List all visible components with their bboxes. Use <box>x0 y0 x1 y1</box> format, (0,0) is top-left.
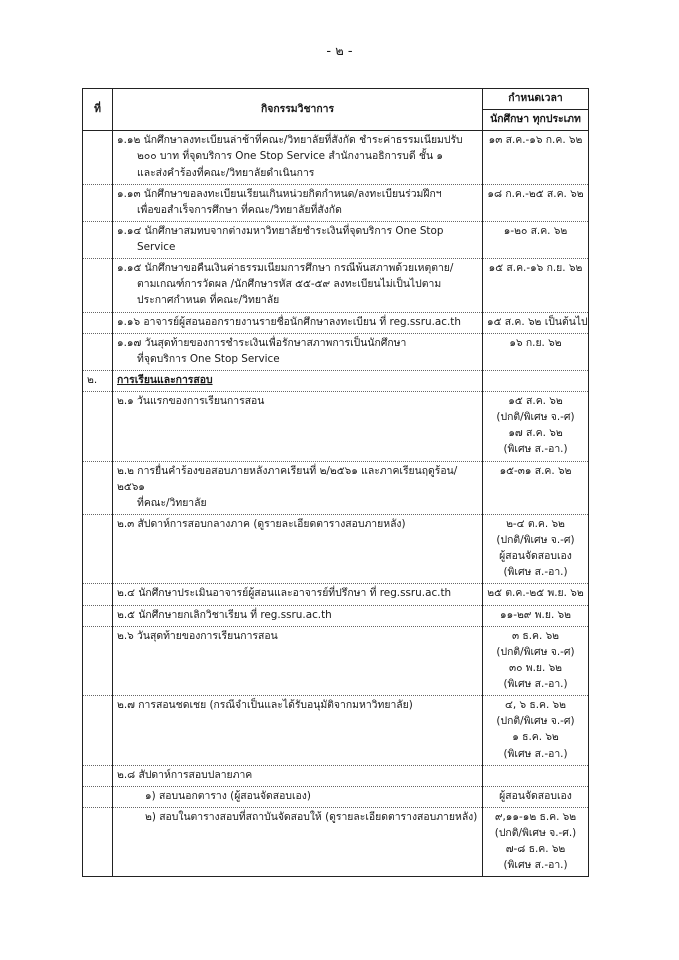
schedule-text: (ปกติ/พิเศษ จ.-ศ) <box>496 645 575 658</box>
schedule-text: (พิเศษ ส.-อา.) <box>503 443 568 456</box>
table-row <box>83 765 589 786</box>
schedule-text: ๑-๒๐ ส.ค. ๖๒ <box>503 224 568 237</box>
schedule-cell <box>483 807 589 877</box>
schedule-text: ๑๕ ส.ค. ๖๒ <box>508 395 563 407</box>
activity-text: ๒.๗ การสอนชดเชย (กรณีจำเป็นและได้รับอนุมัติจากมหาวิทยาลัย) <box>117 699 413 712</box>
activity-cell <box>113 807 483 877</box>
activity-cell <box>113 514 483 584</box>
schedule-text: ๙,๑๑-๑๒ ธ.ค. ๖๒ <box>494 810 577 823</box>
activity-text: ๒.๑ วันแรกของการเรียนการสอน <box>117 395 265 407</box>
activity-cell <box>113 370 483 391</box>
activity-text: ๒.๘ สัปดาห์การสอบปลายภาค <box>117 768 253 781</box>
activity-cell <box>113 312 483 333</box>
activity-cell <box>113 786 483 807</box>
schedule-cell <box>483 786 589 807</box>
schedule-text: ๑ ธ.ค. ๖๒ <box>512 731 559 744</box>
activity-cell <box>113 221 483 258</box>
schedule-cell <box>483 221 589 258</box>
table-row <box>83 184 589 221</box>
schedule-text: ๑๓ ส.ค.-๑๖ ก.ค. ๖๒ <box>488 134 583 147</box>
activity-text: ๒.๔ นักศึกษาประเมินอาจารย์ผู้สอนและอาจารย์ที่ปรึกษา ที่ reg.ssru.ac.th <box>117 587 452 600</box>
schedule-text: (พิเศษ ส.-อา.) <box>503 859 568 872</box>
row-number <box>83 786 113 807</box>
section-title: การเรียนและการสอบ <box>117 373 213 386</box>
row-number <box>83 259 113 312</box>
schedule-text: (พิเศษ ส.-อา.) <box>503 678 568 690</box>
activity-text: เพื่อขอสำเร็จการศึกษา ที่คณะ/วิทยาลัยที่สังกัด <box>137 203 342 216</box>
schedule-text: ๑๖ ก.ย. ๖๒ <box>509 336 562 349</box>
academic-calendar-table <box>82 88 589 877</box>
activity-text: ประกาศกำหนด ที่คณะ/วิทยาลัย <box>137 294 280 307</box>
schedule-cell <box>483 514 589 584</box>
row-number <box>83 312 113 333</box>
table-row <box>83 605 589 626</box>
schedule-cell <box>483 765 589 786</box>
schedule-text: ๓๐ พ.ย. ๖๒ <box>508 661 563 674</box>
activity-cell <box>113 696 483 766</box>
table-row <box>83 312 589 333</box>
table-row <box>83 786 589 807</box>
row-number: ๒. <box>83 370 113 391</box>
schedule-cell <box>483 131 589 184</box>
activity-text: ที่คณะ/วิทยาลัย <box>137 496 207 509</box>
row-number <box>83 461 113 514</box>
schedule-text: (ปกติ/พิเศษ จ.-ศ) <box>496 715 575 728</box>
header-students: นักศึกษา ทุกประเภท <box>483 110 589 131</box>
row-number <box>83 131 113 184</box>
table-row <box>83 461 589 514</box>
row-number <box>83 765 113 786</box>
schedule-text: ๑๗ ส.ค. ๖๒ <box>508 427 563 440</box>
schedule-text: ๔, ๖ ธ.ค. ๖๒ <box>504 699 566 712</box>
schedule-cell <box>483 333 589 370</box>
activity-text: ๑.๑๕ นักศึกษาขอคืนเงินค่าธรรมเนียมการศึกษา กรณีพ้นสภาพด้วยเหตุตาย/ <box>117 262 454 275</box>
row-number <box>83 696 113 766</box>
table-body <box>83 131 589 877</box>
activity-text: Service <box>137 241 176 253</box>
activity-text: ๒) สอบในตารางสอบที่สถาบันจัดสอบให้ (ดูรายละเอียดตารางสอบภายหลัง) <box>145 810 478 823</box>
row-number <box>83 392 113 462</box>
row-number <box>83 221 113 258</box>
activity-text: ๑.๑๖ อาจารย์ผู้สอนออกรายงานรายชื่อนักศึกษาลงทะเบียน ที่ reg.ssru.ac.th <box>117 315 461 328</box>
table-row <box>83 221 589 258</box>
page-number: - ๒ - <box>326 44 353 59</box>
activity-text: ๒๐๐ บาท ที่จุดบริการ One Stop Service สำนักงานอธิการบดี ชั้น ๑ <box>137 150 443 163</box>
row-number <box>83 514 113 584</box>
table-row <box>83 259 589 312</box>
row-number <box>83 605 113 626</box>
schedule-text: ๑๕ ส.ค.-๑๖ ก.ย. ๖๒ <box>488 262 583 275</box>
schedule-text: (ปกติ/พิเศษ จ.-ศ.) <box>494 827 577 839</box>
activity-text: ๑) สอบนอกตาราง (ผู้สอนจัดสอบเอง) <box>145 789 311 802</box>
table-row <box>83 626 589 696</box>
schedule-text: ๑๕ ส.ค. ๖๒ เป็นต้นไป <box>487 315 588 328</box>
schedule-text: ผู้สอนจัดสอบเอง <box>499 550 572 563</box>
header-activity: กิจกรรมวิชาการ <box>113 89 483 131</box>
table-row <box>83 514 589 584</box>
activity-cell <box>113 392 483 462</box>
schedule-cell <box>483 312 589 333</box>
schedule-cell <box>483 605 589 626</box>
activity-cell <box>113 765 483 786</box>
activity-cell <box>113 584 483 605</box>
schedule-cell <box>483 392 589 462</box>
activity-cell <box>113 259 483 312</box>
schedule-text: ๑๘ ก.ค.-๒๕ ส.ค. ๖๒ <box>487 187 584 200</box>
schedule-text: (พิเศษ ส.-อา.) <box>503 566 568 579</box>
activity-text: ๒.๖ วันสุดท้ายของการเรียนการสอน <box>117 629 278 642</box>
schedule-cell <box>483 370 589 391</box>
activity-text: ๑.๑๒ นักศึกษาลงทะเบียนล่าช้าที่คณะ/วิทยาลัยที่สังกัด ชำระค่าธรรมเนียมปรับ <box>117 134 463 147</box>
schedule-cell <box>483 461 589 514</box>
row-number <box>83 584 113 605</box>
schedule-cell <box>483 584 589 605</box>
activity-cell <box>113 131 483 184</box>
table-row <box>83 333 589 370</box>
schedule-text: ๒๕ ต.ค.-๒๕ พ.ย. ๖๒ <box>487 587 584 600</box>
activity-text: ตามเกณฑ์การวัดผล /นักศึกษารหัส ๕๕-๕๙ ลงทะเบียนไม่เป็นไปตาม <box>137 278 442 291</box>
activity-cell <box>113 605 483 626</box>
schedule-text: (พิเศษ ส.-อา.) <box>503 747 568 760</box>
schedule-cell <box>483 696 589 766</box>
activity-text: ๑.๑๗ วันสุดท้ายของการชำระเงินเพื่อรักษาสภาพการเป็นนักศึกษา <box>117 336 407 349</box>
activity-text: และส่งคำร้องที่คณะ/วิทยาลัยดำเนินการ <box>137 166 315 179</box>
activity-text: ๒.๓ สัปดาห์การสอบกลางภาค (ดูรายละเอียดตารางสอบภายหลัง) <box>117 517 406 530</box>
table-row <box>83 392 589 462</box>
schedule-text: (ปกติ/พิเศษ จ.-ศ) <box>496 411 575 424</box>
activity-cell <box>113 184 483 221</box>
schedule-text: ๑๑-๒๙ พ.ย. ๖๒ <box>500 608 571 621</box>
activity-cell <box>113 626 483 696</box>
activity-text: ๒.๕ นักศึกษายกเลิกวิชาเรียน ที่ reg.ssru.ac.th <box>117 608 332 621</box>
schedule-cell <box>483 184 589 221</box>
row-number <box>83 184 113 221</box>
row-number <box>83 807 113 877</box>
table-row <box>83 807 589 877</box>
table-row <box>83 584 589 605</box>
header-schedule: กำหนดเวลา <box>483 89 589 110</box>
row-number <box>83 626 113 696</box>
schedule-text: ผู้สอนจัดสอบเอง <box>499 789 572 802</box>
schedule-text: ๗-๘ ธ.ค. ๖๒ <box>505 843 566 856</box>
table-row <box>83 370 589 391</box>
activity-text: ๑.๑๓ นักศึกษาขอลงทะเบียนเรียนเกินหน่วยกิตกำหนด/ลงทะเบียนร่วมฝึกฯ <box>117 187 442 200</box>
activity-text: ๑.๑๔ นักศึกษาสมทบจากต่างมหาวิทยาลัยชำระเงินที่จุดบริการ One Stop <box>117 224 444 237</box>
activity-cell <box>113 333 483 370</box>
schedule-cell <box>483 259 589 312</box>
schedule-text: ๑๕-๓๑ ส.ค. ๖๒ <box>499 464 572 477</box>
row-number <box>83 333 113 370</box>
header-no: ที่ <box>83 89 113 131</box>
table-row <box>83 131 589 184</box>
schedule-text: ๓ ธ.ค. ๖๒ <box>511 629 560 642</box>
table-row <box>83 696 589 766</box>
schedule-text: (ปกติ/พิเศษ จ.-ศ) <box>496 534 575 546</box>
schedule-cell <box>483 626 589 696</box>
schedule-text: ๒-๔ ต.ค. ๖๒ <box>506 517 565 530</box>
activity-text: ๒.๒ การยื่นคำร้องขอสอบภายหลังภาคเรียนที่ ๒/๒๕๖๑ และภาคเรียนฤดูร้อน/๒๕๖๑ <box>117 464 458 493</box>
activity-text: ที่จุดบริการ One Stop Service <box>137 352 280 365</box>
activity-cell <box>113 461 483 514</box>
